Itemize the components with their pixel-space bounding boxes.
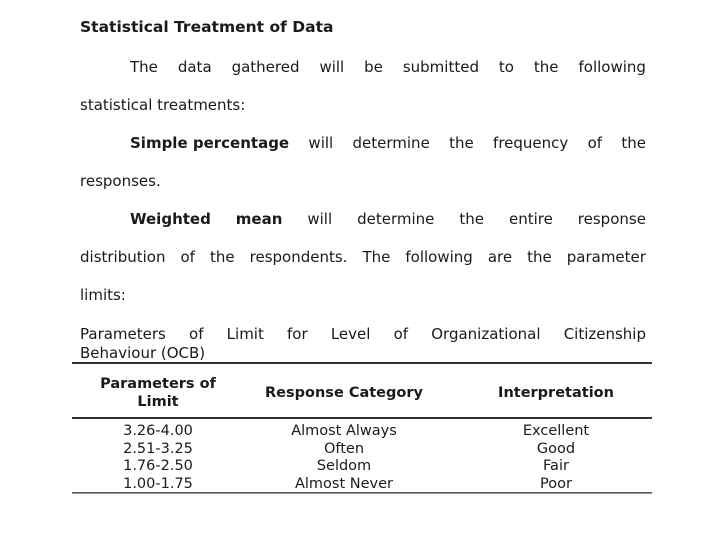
- table-cell-category: Almost Always: [291, 423, 397, 439]
- word: will: [319, 58, 345, 76]
- paragraph-1-line-2: statistical treatments:: [80, 96, 246, 114]
- table-cell-limit: 1.76-2.50: [123, 458, 193, 474]
- table-header-interpretation: Interpretation: [498, 385, 614, 401]
- table-cell-limit: 3.26-4.00: [123, 423, 193, 439]
- header-line: Parameters of: [100, 376, 216, 392]
- word: gathered: [231, 58, 300, 76]
- word: the: [621, 134, 646, 152]
- word: Limit: [226, 325, 264, 343]
- word: Level: [330, 325, 371, 343]
- paragraph-3-line-2: [80, 247, 646, 267]
- term-mean: mean: [235, 210, 283, 228]
- word: the: [209, 248, 235, 266]
- word: respondents.: [249, 248, 348, 266]
- paragraph-2-line-2: responses.: [80, 172, 161, 190]
- paragraph-3-line-3: limits:: [80, 286, 126, 304]
- term-weighted: Weighted: [130, 210, 211, 228]
- section-title: Statistical Treatment of Data: [80, 18, 334, 36]
- table-header-rule: [72, 417, 652, 419]
- word: will: [308, 134, 334, 152]
- table-caption-line-2: Behaviour (OCB): [80, 344, 206, 362]
- word: frequency: [493, 134, 569, 152]
- paragraph-2-line-1: [130, 133, 646, 153]
- table-body-limits: [72, 423, 244, 493]
- paragraph-3-line-1: [130, 209, 646, 229]
- paragraph-1-line-1: [130, 57, 646, 77]
- table-cell-interpretation: Excellent: [522, 423, 590, 439]
- word: will: [307, 210, 333, 228]
- word: submitted: [402, 58, 479, 76]
- table-caption: [80, 325, 646, 363]
- word: are: [487, 248, 513, 266]
- word: Organizational: [431, 325, 541, 343]
- word: the: [459, 210, 484, 228]
- word: response: [577, 210, 646, 228]
- term-simple-percentage: Simple percentage: [130, 134, 290, 152]
- word: be: [364, 58, 383, 76]
- table-top-rule: [72, 362, 652, 364]
- word: data: [177, 58, 212, 76]
- table-header-response-category: Response Category: [265, 385, 423, 401]
- table-cell-interpretation: Poor: [540, 475, 572, 492]
- table-body-interpretations: [444, 423, 668, 493]
- word: parameter: [566, 248, 646, 266]
- word: the: [533, 58, 559, 76]
- table-cell-limit: 2.51-3.25: [123, 440, 193, 457]
- table-cell-interpretation: Fair: [543, 458, 569, 474]
- word: Parameters: [80, 325, 166, 343]
- word: of: [393, 325, 409, 343]
- word: of: [189, 325, 204, 343]
- table-cell-interpretation: Good: [536, 440, 576, 457]
- word: following: [578, 58, 646, 76]
- word: The: [362, 248, 391, 266]
- word: Citizenship: [563, 325, 646, 343]
- word: to: [498, 58, 514, 76]
- word: The: [130, 58, 158, 76]
- header-line: Limit: [137, 394, 179, 410]
- word: distribution: [80, 248, 166, 266]
- table-cell-category: Often: [323, 440, 365, 457]
- word: entire: [508, 210, 553, 228]
- table-body-categories: [244, 423, 444, 493]
- word: of: [180, 248, 195, 266]
- word: of: [587, 134, 603, 152]
- table-cell-limit: 1.00-1.75: [123, 475, 193, 492]
- word: the: [527, 248, 552, 266]
- word: for: [287, 325, 308, 343]
- word: determine: [352, 134, 430, 152]
- word: determine: [357, 210, 435, 228]
- table-cell-category: Seldom: [316, 458, 372, 474]
- table-header-parameters: [72, 375, 244, 411]
- table-cell-category: Almost Never: [294, 475, 394, 492]
- word: following: [405, 248, 473, 266]
- table-caption-line-1: [80, 325, 646, 344]
- word: the: [449, 134, 474, 152]
